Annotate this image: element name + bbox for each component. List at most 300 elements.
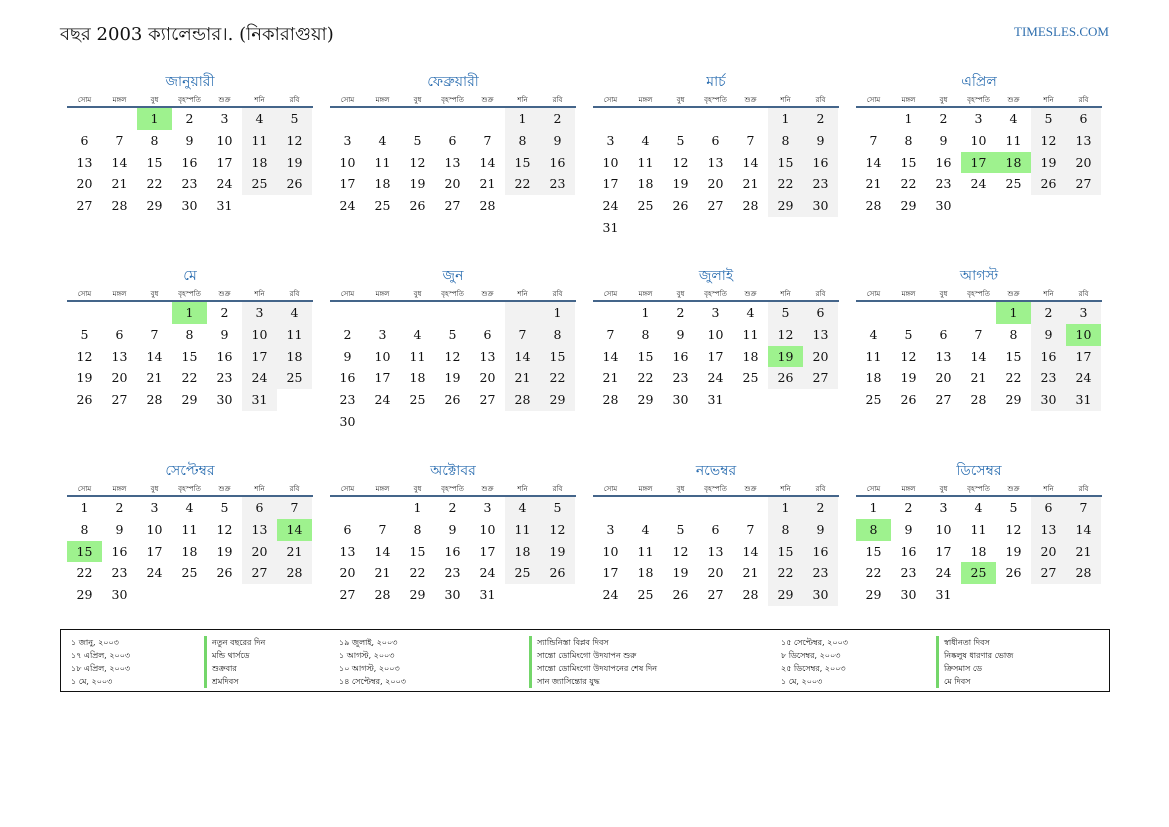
day-cell[interactable]: 30 xyxy=(181,198,198,214)
day-cell[interactable]: 5 xyxy=(676,132,685,148)
day-cell[interactable]: 30 xyxy=(900,587,917,603)
day-cell[interactable]: 22 xyxy=(409,565,426,581)
day-cell[interactable]: 4 xyxy=(505,497,540,519)
day-cell[interactable]: 20 xyxy=(339,565,356,581)
day-cell[interactable]: 14 xyxy=(111,154,128,170)
site-link[interactable]: TIMESLES.COM xyxy=(1014,24,1109,39)
day-cell[interactable]: 26 xyxy=(540,562,575,584)
day-cell[interactable]: 21 xyxy=(374,565,391,581)
day-cell[interactable]: 27 xyxy=(76,198,93,214)
day-cell[interactable]: 28 xyxy=(602,392,619,408)
day-cell[interactable]: 14 xyxy=(479,154,496,170)
day-cell[interactable]: 8 xyxy=(413,521,422,537)
day-cell[interactable]: 29 xyxy=(637,392,654,408)
day-cell[interactable]: 24 xyxy=(242,367,277,389)
day-cell[interactable]: 2 xyxy=(803,497,838,519)
day-cell[interactable]: 21 xyxy=(602,370,619,386)
day-cell[interactable]: 4 xyxy=(1009,111,1018,126)
day-cell[interactable]: 2 xyxy=(904,500,913,515)
day-cell[interactable]: 19 xyxy=(216,543,233,559)
day-cell[interactable]: 20 xyxy=(803,346,838,368)
day-cell[interactable]: 6 xyxy=(939,326,948,342)
day-cell[interactable]: 6 xyxy=(343,521,352,537)
day-cell[interactable]: 24 xyxy=(970,176,987,192)
day-cell[interactable]: 12 xyxy=(900,348,917,364)
day-cell[interactable]: 22 xyxy=(505,173,540,195)
day-cell[interactable]: 23 xyxy=(935,176,952,192)
day-cell[interactable]: 13 xyxy=(707,543,724,559)
day-cell[interactable]: 14 xyxy=(374,543,391,559)
day-cell[interactable]: 15 xyxy=(768,152,803,174)
day-cell[interactable]: 1 xyxy=(768,108,803,130)
day-cell[interactable]: 9 xyxy=(220,326,229,342)
day-cell[interactable]: 16 xyxy=(900,543,917,559)
day-cell[interactable]: 11 xyxy=(277,324,312,346)
day-cell[interactable]: 23 xyxy=(181,176,198,192)
day-cell[interactable]: 9 xyxy=(803,519,838,541)
day-cell[interactable]: 29 xyxy=(146,198,163,214)
day-cell[interactable]: 22 xyxy=(637,370,654,386)
day-cell[interactable]: 20 xyxy=(479,370,496,386)
day-cell[interactable]: 7 xyxy=(869,132,878,148)
day-cell[interactable]: 29 xyxy=(181,392,198,408)
day-cell[interactable]: 25 xyxy=(865,392,882,408)
day-cell[interactable]: 10 xyxy=(707,326,724,342)
day-cell[interactable]: 17 xyxy=(961,152,996,174)
day-cell[interactable]: 13 xyxy=(1031,519,1066,541)
day-cell[interactable]: 30 xyxy=(803,195,838,217)
day-cell[interactable]: 11 xyxy=(1005,132,1022,148)
day-cell[interactable]: 13 xyxy=(935,348,952,364)
day-cell[interactable]: 15 xyxy=(181,348,198,364)
day-cell[interactable]: 7 xyxy=(505,324,540,346)
day-cell[interactable]: 7 xyxy=(1066,497,1101,519)
day-cell[interactable]: 19 xyxy=(900,370,917,386)
day-cell[interactable]: 29 xyxy=(768,195,803,217)
day-cell[interactable]: 27 xyxy=(444,198,461,214)
day-cell[interactable]: 12 xyxy=(216,521,233,537)
day-cell[interactable]: 3 xyxy=(343,132,352,148)
day-cell[interactable]: 15 xyxy=(1005,348,1022,364)
day-cell[interactable]: 26 xyxy=(76,392,93,408)
day-cell[interactable]: 6 xyxy=(711,132,720,148)
day-cell[interactable]: 5 xyxy=(676,521,685,537)
day-cell[interactable]: 21 xyxy=(277,541,312,563)
day-cell[interactable]: 24 xyxy=(935,565,952,581)
day-cell[interactable]: 23 xyxy=(444,565,461,581)
day-cell[interactable]: 25 xyxy=(181,565,198,581)
day-cell[interactable]: 16 xyxy=(935,154,952,170)
day-cell[interactable]: 1 xyxy=(172,302,207,324)
day-cell[interactable]: 9 xyxy=(803,130,838,152)
day-cell[interactable]: 18 xyxy=(865,370,882,386)
day-cell[interactable]: 20 xyxy=(707,565,724,581)
day-cell[interactable]: 24 xyxy=(602,587,619,603)
day-cell[interactable]: 31 xyxy=(1066,389,1101,411)
day-cell[interactable]: 3 xyxy=(939,500,948,515)
day-cell[interactable]: 25 xyxy=(1005,176,1022,192)
day-cell[interactable]: 26 xyxy=(277,173,312,195)
day-cell[interactable]: 4 xyxy=(185,500,194,515)
day-cell[interactable]: 8 xyxy=(904,132,913,148)
day-cell[interactable]: 18 xyxy=(409,370,426,386)
day-cell[interactable]: 10 xyxy=(242,324,277,346)
day-cell[interactable]: 22 xyxy=(768,562,803,584)
day-cell[interactable]: 2 xyxy=(220,305,229,320)
day-cell[interactable]: 18 xyxy=(505,541,540,563)
day-cell[interactable]: 28 xyxy=(742,198,759,214)
day-cell[interactable]: 19 xyxy=(540,541,575,563)
day-cell[interactable]: 19 xyxy=(444,370,461,386)
day-cell[interactable]: 11 xyxy=(505,519,540,541)
day-cell[interactable]: 8 xyxy=(768,130,803,152)
day-cell[interactable]: 17 xyxy=(1066,346,1101,368)
day-cell[interactable]: 8 xyxy=(80,521,89,537)
day-cell[interactable]: 1 xyxy=(904,111,913,126)
day-cell[interactable]: 4 xyxy=(641,521,650,537)
day-cell[interactable]: 21 xyxy=(970,370,987,386)
day-cell[interactable]: 9 xyxy=(185,132,194,148)
day-cell[interactable]: 14 xyxy=(865,154,882,170)
day-cell[interactable]: 17 xyxy=(479,543,496,559)
day-cell[interactable]: 16 xyxy=(803,152,838,174)
day-cell[interactable]: 15 xyxy=(637,348,654,364)
day-cell[interactable]: 12 xyxy=(768,324,803,346)
day-cell[interactable]: 19 xyxy=(672,565,689,581)
day-cell[interactable]: 28 xyxy=(505,389,540,411)
day-cell[interactable]: 2 xyxy=(448,500,457,515)
day-cell[interactable]: 25 xyxy=(637,198,654,214)
day-cell[interactable]: 1 xyxy=(413,500,422,515)
day-cell[interactable]: 19 xyxy=(277,152,312,174)
day-cell[interactable]: 18 xyxy=(637,176,654,192)
day-cell[interactable]: 8 xyxy=(641,326,650,342)
day-cell[interactable]: 12 xyxy=(1031,130,1066,152)
day-cell[interactable]: 30 xyxy=(803,584,838,606)
day-cell[interactable]: 30 xyxy=(111,587,128,603)
day-cell[interactable]: 14 xyxy=(505,346,540,368)
day-cell[interactable]: 25 xyxy=(409,392,426,408)
day-cell[interactable]: 23 xyxy=(803,173,838,195)
day-cell[interactable]: 18 xyxy=(242,152,277,174)
day-cell[interactable]: 1 xyxy=(505,108,540,130)
day-cell[interactable]: 12 xyxy=(409,154,426,170)
day-cell[interactable]: 20 xyxy=(76,176,93,192)
day-cell[interactable]: 20 xyxy=(444,176,461,192)
day-cell[interactable]: 11 xyxy=(970,521,987,537)
day-cell[interactable]: 10 xyxy=(602,543,619,559)
day-cell[interactable]: 17 xyxy=(339,176,356,192)
day-cell[interactable]: 6 xyxy=(803,302,838,324)
day-cell[interactable]: 4 xyxy=(277,302,312,324)
day-cell[interactable]: 2 xyxy=(115,500,124,515)
day-cell[interactable]: 20 xyxy=(1031,541,1066,563)
day-cell[interactable]: 2 xyxy=(343,326,352,342)
day-cell[interactable]: 9 xyxy=(676,326,685,342)
day-cell[interactable]: 29 xyxy=(1005,392,1022,408)
day-cell[interactable]: 14 xyxy=(742,543,759,559)
day-cell[interactable]: 11 xyxy=(409,348,426,364)
day-cell[interactable]: 9 xyxy=(540,130,575,152)
day-cell[interactable]: 25 xyxy=(637,587,654,603)
day-cell[interactable]: 12 xyxy=(444,348,461,364)
day-cell[interactable]: 15 xyxy=(865,543,882,559)
day-cell[interactable]: 11 xyxy=(865,348,882,364)
day-cell[interactable]: 4 xyxy=(413,326,422,342)
day-cell[interactable]: 6 xyxy=(448,132,457,148)
day-cell[interactable]: 4 xyxy=(242,108,277,130)
day-cell[interactable]: 25 xyxy=(742,370,759,386)
day-cell[interactable]: 23 xyxy=(1031,367,1066,389)
day-cell[interactable]: 5 xyxy=(220,500,229,515)
day-cell[interactable]: 10 xyxy=(1066,324,1101,346)
day-cell[interactable]: 14 xyxy=(277,519,312,541)
day-cell[interactable]: 31 xyxy=(935,587,952,603)
day-cell[interactable]: 26 xyxy=(672,198,689,214)
day-cell[interactable]: 24 xyxy=(602,198,619,214)
day-cell[interactable]: 2 xyxy=(803,108,838,130)
day-cell[interactable]: 29 xyxy=(540,389,575,411)
day-cell[interactable]: 6 xyxy=(1066,108,1101,130)
day-cell[interactable]: 15 xyxy=(505,152,540,174)
day-cell[interactable]: 30 xyxy=(444,587,461,603)
day-cell[interactable]: 28 xyxy=(970,392,987,408)
day-cell[interactable]: 4 xyxy=(641,132,650,148)
day-cell[interactable]: 28 xyxy=(146,392,163,408)
day-cell[interactable]: 6 xyxy=(80,132,89,148)
day-cell[interactable]: 13 xyxy=(803,324,838,346)
day-cell[interactable]: 16 xyxy=(181,154,198,170)
day-cell[interactable]: 3 xyxy=(711,305,720,320)
day-cell[interactable]: 15 xyxy=(146,154,163,170)
day-cell[interactable]: 5 xyxy=(540,497,575,519)
day-cell[interactable]: 11 xyxy=(242,130,277,152)
day-cell[interactable]: 11 xyxy=(181,521,198,537)
day-cell[interactable]: 27 xyxy=(707,198,724,214)
day-cell[interactable]: 8 xyxy=(768,519,803,541)
day-cell[interactable]: 17 xyxy=(216,154,233,170)
day-cell[interactable]: 3 xyxy=(606,521,615,537)
day-cell[interactable]: 12 xyxy=(672,543,689,559)
day-cell[interactable]: 16 xyxy=(672,348,689,364)
day-cell[interactable]: 13 xyxy=(479,348,496,364)
day-cell[interactable]: 13 xyxy=(339,543,356,559)
day-cell[interactable]: 14 xyxy=(146,348,163,364)
day-cell[interactable]: 10 xyxy=(970,132,987,148)
day-cell[interactable]: 29 xyxy=(768,584,803,606)
day-cell[interactable]: 30 xyxy=(216,392,233,408)
day-cell[interactable]: 25 xyxy=(961,562,996,584)
day-cell[interactable]: 5 xyxy=(277,108,312,130)
day-cell[interactable]: 14 xyxy=(970,348,987,364)
day-cell[interactable]: 31 xyxy=(216,198,233,214)
day-cell[interactable]: 18 xyxy=(181,543,198,559)
day-cell[interactable]: 29 xyxy=(900,198,917,214)
day-cell[interactable]: 23 xyxy=(216,370,233,386)
day-cell[interactable]: 3 xyxy=(483,500,492,515)
day-cell[interactable]: 12 xyxy=(76,348,93,364)
day-cell[interactable]: 8 xyxy=(505,130,540,152)
day-cell[interactable]: 2 xyxy=(185,111,194,126)
day-cell[interactable]: 23 xyxy=(339,392,356,408)
day-cell[interactable]: 16 xyxy=(803,541,838,563)
day-cell[interactable]: 28 xyxy=(865,198,882,214)
day-cell[interactable]: 22 xyxy=(768,173,803,195)
day-cell[interactable]: 27 xyxy=(1031,562,1066,584)
day-cell[interactable]: 7 xyxy=(974,326,983,342)
day-cell[interactable]: 26 xyxy=(672,587,689,603)
day-cell[interactable]: 7 xyxy=(378,521,387,537)
day-cell[interactable]: 18 xyxy=(996,152,1031,174)
day-cell[interactable]: 12 xyxy=(540,519,575,541)
day-cell[interactable]: 8 xyxy=(540,324,575,346)
day-cell[interactable]: 1 xyxy=(540,302,575,324)
day-cell[interactable]: 28 xyxy=(111,198,128,214)
day-cell[interactable]: 22 xyxy=(1005,370,1022,386)
day-cell[interactable]: 22 xyxy=(76,565,93,581)
day-cell[interactable]: 7 xyxy=(746,521,755,537)
day-cell[interactable]: 24 xyxy=(339,198,356,214)
day-cell[interactable]: 27 xyxy=(803,367,838,389)
day-cell[interactable]: 22 xyxy=(146,176,163,192)
day-cell[interactable]: 1 xyxy=(869,500,878,515)
day-cell[interactable]: 31 xyxy=(479,587,496,603)
day-cell[interactable]: 1 xyxy=(641,305,650,320)
day-cell[interactable]: 1 xyxy=(137,108,172,130)
day-cell[interactable]: 28 xyxy=(479,198,496,214)
day-cell[interactable]: 23 xyxy=(672,370,689,386)
day-cell[interactable]: 20 xyxy=(242,541,277,563)
day-cell[interactable]: 4 xyxy=(378,132,387,148)
day-cell[interactable]: 21 xyxy=(111,176,128,192)
day-cell[interactable]: 2 xyxy=(676,305,685,320)
day-cell[interactable]: 3 xyxy=(220,111,229,126)
day-cell[interactable]: 10 xyxy=(374,348,391,364)
day-cell[interactable]: 18 xyxy=(374,176,391,192)
day-cell[interactable]: 6 xyxy=(711,521,720,537)
day-cell[interactable]: 23 xyxy=(900,565,917,581)
day-cell[interactable]: 25 xyxy=(242,173,277,195)
day-cell[interactable]: 3 xyxy=(606,132,615,148)
day-cell[interactable]: 17 xyxy=(602,565,619,581)
day-cell[interactable]: 9 xyxy=(343,348,352,364)
day-cell[interactable]: 21 xyxy=(865,176,882,192)
day-cell[interactable]: 25 xyxy=(277,367,312,389)
day-cell[interactable]: 21 xyxy=(1066,541,1101,563)
day-cell[interactable]: 2 xyxy=(939,111,948,126)
day-cell[interactable]: 8 xyxy=(185,326,194,342)
day-cell[interactable]: 25 xyxy=(505,562,540,584)
day-cell[interactable]: 19 xyxy=(1005,543,1022,559)
day-cell[interactable]: 5 xyxy=(80,326,89,342)
day-cell[interactable]: 17 xyxy=(242,346,277,368)
day-cell[interactable]: 27 xyxy=(339,587,356,603)
day-cell[interactable]: 15 xyxy=(900,154,917,170)
day-cell[interactable]: 7 xyxy=(277,497,312,519)
day-cell[interactable]: 29 xyxy=(865,587,882,603)
day-cell[interactable]: 31 xyxy=(242,389,277,411)
day-cell[interactable]: 26 xyxy=(409,198,426,214)
day-cell[interactable]: 10 xyxy=(146,521,163,537)
day-cell[interactable]: 19 xyxy=(409,176,426,192)
day-cell[interactable]: 11 xyxy=(742,326,759,342)
day-cell[interactable]: 17 xyxy=(935,543,952,559)
day-cell[interactable]: 10 xyxy=(216,132,233,148)
day-cell[interactable]: 21 xyxy=(479,176,496,192)
day-cell[interactable]: 9 xyxy=(904,521,913,537)
day-cell[interactable]: 25 xyxy=(374,198,391,214)
day-cell[interactable]: 27 xyxy=(242,562,277,584)
day-cell[interactable]: 3 xyxy=(378,326,387,342)
day-cell[interactable]: 14 xyxy=(602,348,619,364)
day-cell[interactable]: 12 xyxy=(1005,521,1022,537)
day-cell[interactable]: 30 xyxy=(339,413,356,429)
day-cell[interactable]: 24 xyxy=(1066,367,1101,389)
day-cell[interactable]: 6 xyxy=(115,326,124,342)
day-cell[interactable]: 26 xyxy=(216,565,233,581)
day-cell[interactable]: 21 xyxy=(146,370,163,386)
day-cell[interactable]: 30 xyxy=(1031,389,1066,411)
day-cell[interactable]: 13 xyxy=(111,348,128,364)
day-cell[interactable]: 10 xyxy=(479,521,496,537)
day-cell[interactable]: 17 xyxy=(374,370,391,386)
day-cell[interactable]: 17 xyxy=(146,543,163,559)
day-cell[interactable]: 16 xyxy=(444,543,461,559)
day-cell[interactable]: 11 xyxy=(637,154,654,170)
day-cell[interactable]: 1 xyxy=(80,500,89,515)
day-cell[interactable]: 7 xyxy=(483,132,492,148)
day-cell[interactable]: 13 xyxy=(242,519,277,541)
day-cell[interactable]: 28 xyxy=(742,587,759,603)
day-cell[interactable]: 5 xyxy=(904,326,913,342)
day-cell[interactable]: 3 xyxy=(974,111,983,126)
day-cell[interactable]: 2 xyxy=(1031,302,1066,324)
day-cell[interactable]: 19 xyxy=(768,346,803,368)
day-cell[interactable]: 26 xyxy=(444,392,461,408)
day-cell[interactable]: 22 xyxy=(865,565,882,581)
day-cell[interactable]: 19 xyxy=(672,176,689,192)
day-cell[interactable]: 15 xyxy=(768,541,803,563)
day-cell[interactable]: 3 xyxy=(150,500,159,515)
day-cell[interactable]: 30 xyxy=(935,198,952,214)
day-cell[interactable]: 31 xyxy=(602,219,619,235)
day-cell[interactable]: 24 xyxy=(707,370,724,386)
day-cell[interactable]: 7 xyxy=(115,132,124,148)
day-cell[interactable]: 16 xyxy=(339,370,356,386)
day-cell[interactable]: 13 xyxy=(1066,130,1101,152)
day-cell[interactable]: 2 xyxy=(540,108,575,130)
day-cell[interactable]: 1 xyxy=(996,302,1031,324)
day-cell[interactable]: 15 xyxy=(409,543,426,559)
day-cell[interactable]: 29 xyxy=(409,587,426,603)
day-cell[interactable]: 24 xyxy=(374,392,391,408)
day-cell[interactable]: 26 xyxy=(900,392,917,408)
day-cell[interactable]: 20 xyxy=(935,370,952,386)
day-cell[interactable]: 21 xyxy=(505,367,540,389)
day-cell[interactable]: 17 xyxy=(602,176,619,192)
day-cell[interactable]: 18 xyxy=(637,565,654,581)
day-cell[interactable]: 27 xyxy=(935,392,952,408)
day-cell[interactable]: 13 xyxy=(444,154,461,170)
day-cell[interactable]: 30 xyxy=(672,392,689,408)
day-cell[interactable]: 22 xyxy=(540,367,575,389)
day-cell[interactable]: 18 xyxy=(277,346,312,368)
day-cell[interactable]: 4 xyxy=(974,500,983,515)
day-cell[interactable]: 4 xyxy=(869,326,878,342)
day-cell[interactable]: 5 xyxy=(768,302,803,324)
day-cell[interactable]: 14 xyxy=(1066,519,1101,541)
day-cell[interactable]: 27 xyxy=(111,392,128,408)
